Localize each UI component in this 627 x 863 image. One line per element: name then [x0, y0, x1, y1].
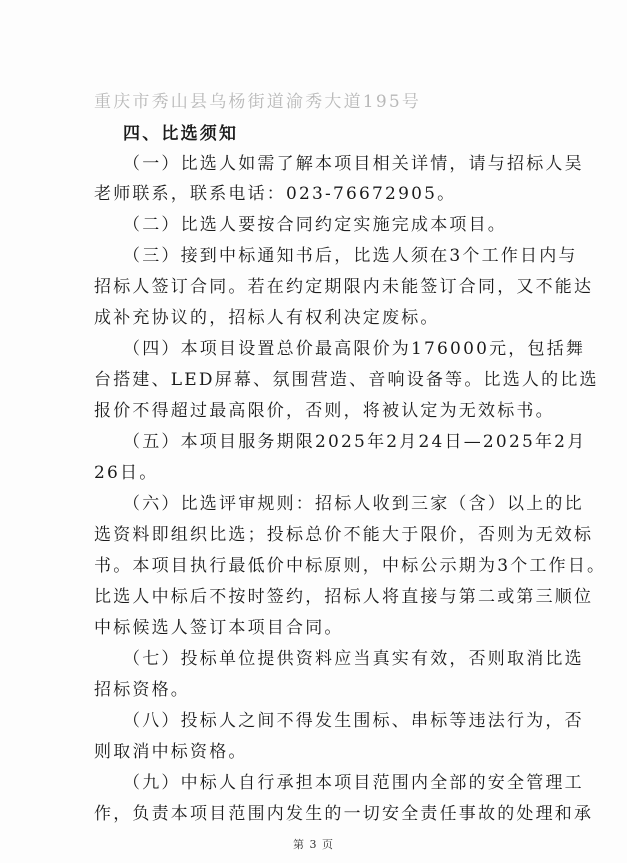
- paragraph-line: 成补充协议的，招标人有权利决定废标。: [94, 308, 440, 328]
- paragraph-line: （五）本项目服务期限2025年2月24日—2025年2月: [123, 432, 587, 452]
- paragraph-line: 报价不得超过最高限价，否则，将被认定为无效标书。: [94, 401, 555, 421]
- paragraph-line: （二）比选人要按合同约定实施完成本项目。: [123, 215, 507, 235]
- paragraph-line: 招标资格。: [94, 680, 190, 700]
- paragraph-line: 26日。: [94, 463, 159, 483]
- paragraph-line: 老师联系，联系电话：023-76672905。: [94, 184, 457, 204]
- paragraph-line: （七）投标单位提供资料应当真实有效，否则取消比选: [123, 649, 584, 669]
- address-line: 重庆市秀山县乌杨街道渝秀大道195号: [94, 92, 422, 112]
- paragraph-line: 书。本项目执行最低价中标原则，中标公示期为3个工作日。: [94, 556, 607, 576]
- paragraph-line: 中标候选人签订本项目合同。: [94, 618, 344, 638]
- paragraph-line: 选资料即组织比选；投标总价不能大于限价，否则为无效标: [94, 525, 594, 545]
- paragraph-line: （六）比选评审规则：招标人收到三家（含）以上的比: [123, 494, 584, 514]
- paragraph-line: （四）本项目设置总价最高限价为176000元，包括舞: [123, 339, 586, 359]
- paragraph-line: 招标人签订合同。若在约定期限内未能签订合同，又不能达: [94, 277, 594, 297]
- paragraph-line: （一）比选人如需了解本项目相关详情，请与招标人吴: [123, 154, 584, 174]
- paragraph-line: （三）接到中标通知书后，比选人须在3个工作日内与: [123, 246, 578, 266]
- paragraph-line: 比选人中标后不按时签约，招标人将直接与第二或第三顺位: [94, 587, 594, 607]
- paragraph-line: 作，负责本项目范围内发生的一切安全责任事故的处理和承: [94, 804, 594, 824]
- section-heading: 四、比选须知: [123, 124, 239, 144]
- page-number: 第 3 页: [293, 838, 334, 851]
- paragraph-line: 则取消中标资格。: [94, 742, 248, 762]
- paragraph-line: （九）中标人自行承担本项目范围内全部的安全管理工: [123, 773, 584, 793]
- paragraph-line: 台搭建、LED屏幕、氛围营造、音响设备等。比选人的比选: [94, 370, 599, 390]
- paragraph-line: （八）投标人之间不得发生围标、串标等违法行为，否: [123, 711, 584, 731]
